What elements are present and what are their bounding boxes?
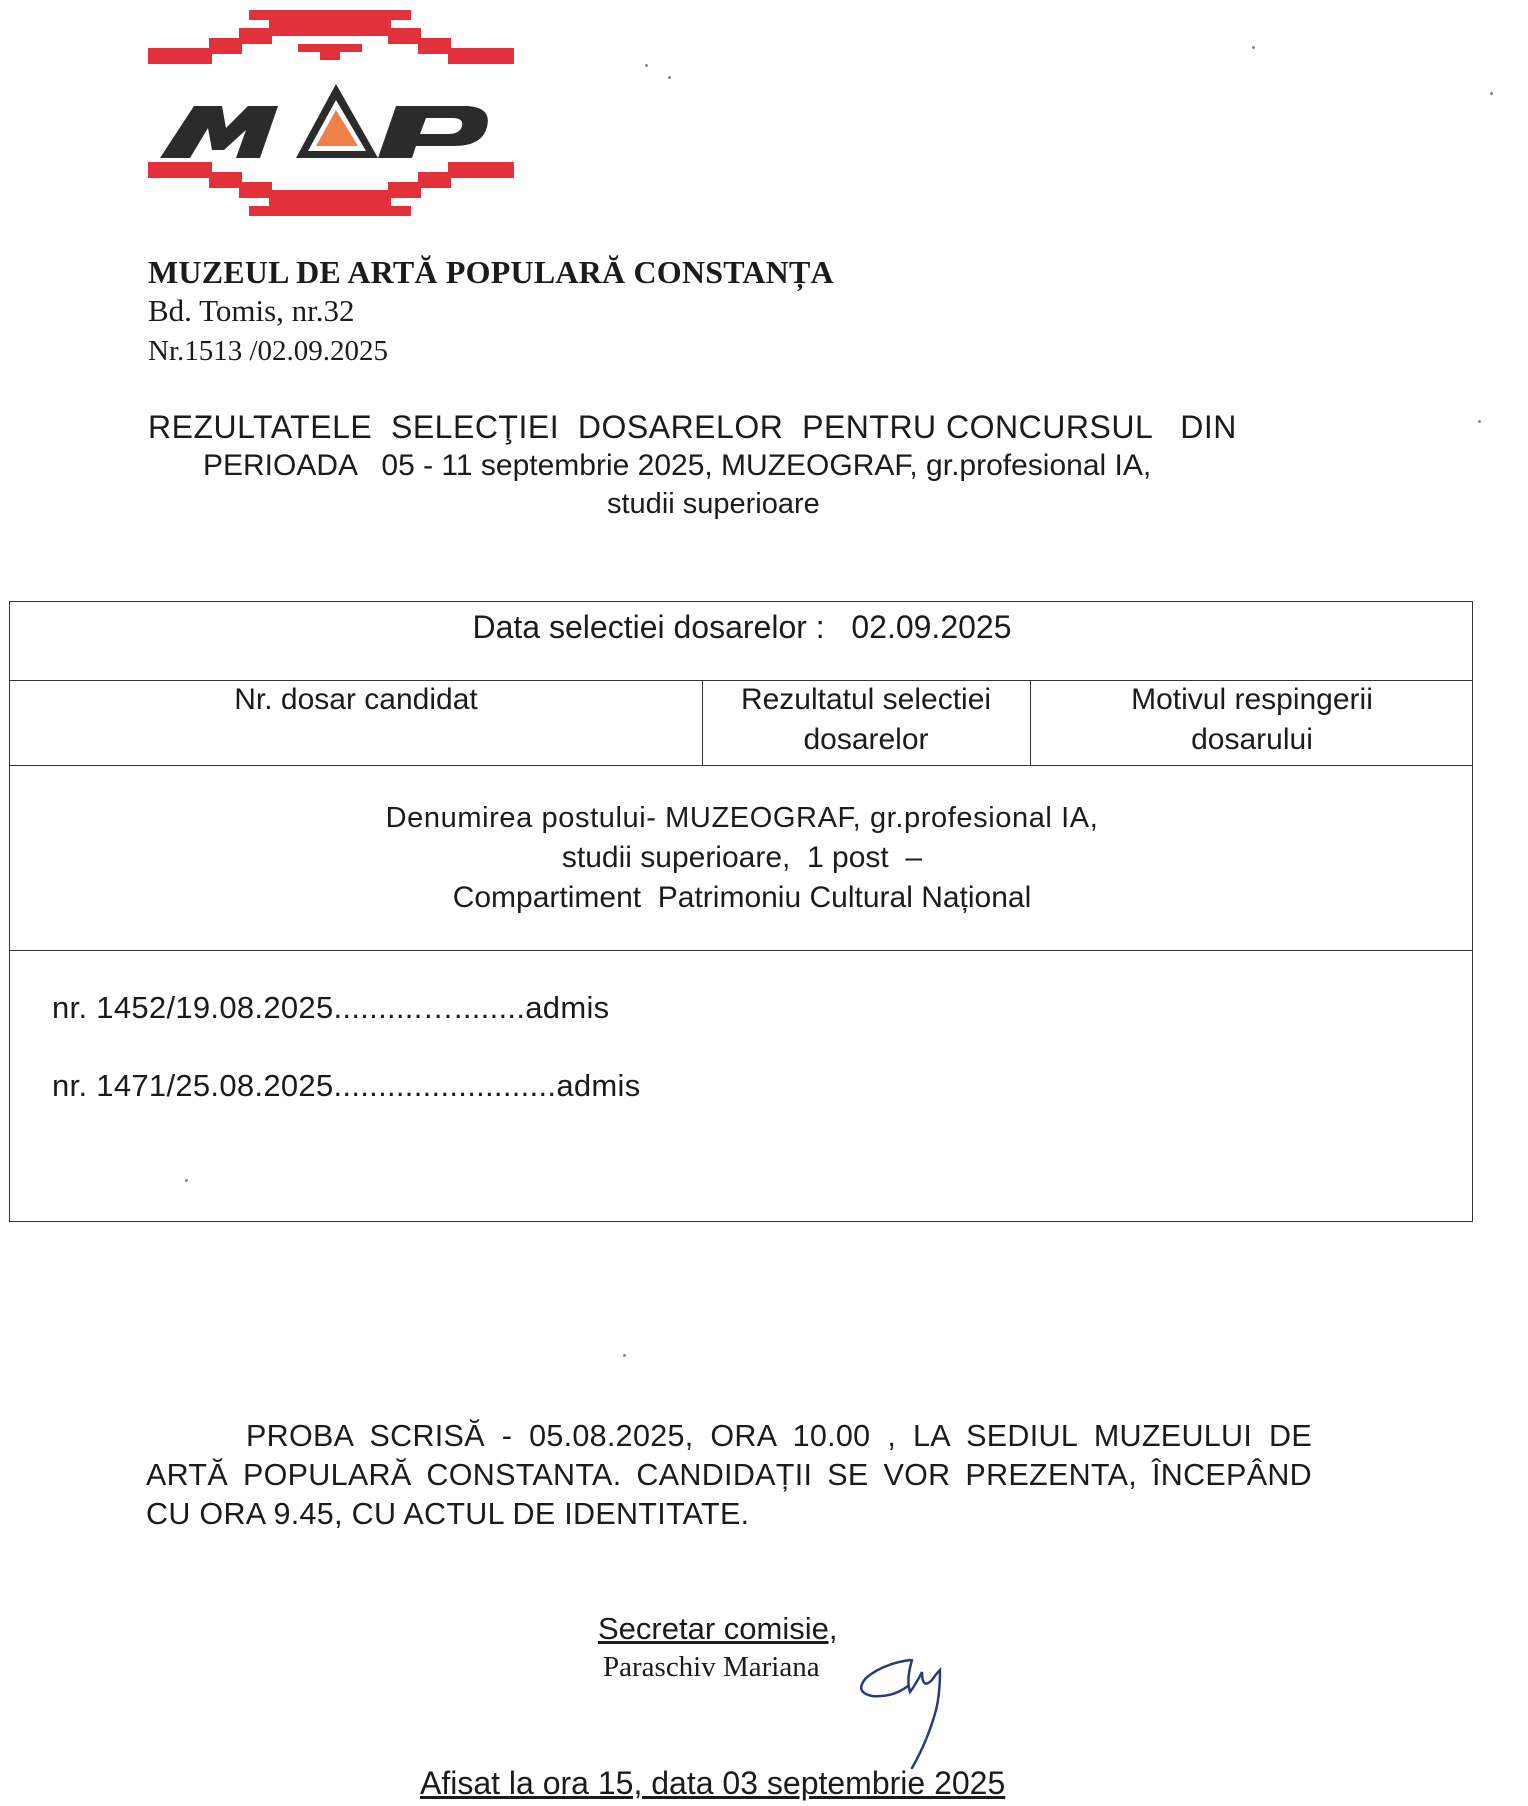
document-title-line-1: REZULTATELE SELECŢIEI DOSARELOR PENTRU CONCURSUL DIN — [148, 409, 1237, 445]
svg-text:MAP: MAP — [148, 8, 151, 9]
handwritten-signature — [852, 1650, 982, 1772]
secretary-name: Paraschiv Mariana — [603, 1651, 820, 1683]
header-rejection-reason-line-2: dosarului — [1191, 723, 1313, 756]
table-divider — [10, 765, 1472, 766]
header-rejection-reason — [1030, 680, 1474, 760]
scan-speck — [645, 64, 648, 67]
document-title-line-2: PERIOADA 05 - 11 septembrie 2025, MUZEOGRAF, gr.profesional IA, — [203, 449, 1152, 482]
post-description-line-3: Compartiment Patrimoniu Cultural Național — [452, 881, 1032, 914]
header-selection-result-line-2: dosarelor — [803, 723, 929, 756]
candidate-row: nr. 1471/25.08.2025.........................admis — [52, 1068, 641, 1103]
written-exam-text: PROBA SCRISĂ - 05.08.2025, ORA 10.00 , LA SEDIUL MUZEULUI DE ARTĂ POPULARĂ CONSTANTA. CANDIDAȚII SE VOR PREZENTA, ÎNCEPÂND CU ORA 9.45, CU ACTUL DE IDENTITATE. — [146, 1419, 1312, 1531]
header-selection-result-line-1: Rezultatul selectiei — [740, 683, 992, 716]
table-divider — [10, 950, 1472, 951]
scan-speck — [1252, 46, 1255, 49]
scan-speck — [185, 1179, 188, 1182]
posted-notice: Afisat la ora 15, data 03 septembrie 2025 — [420, 1765, 1006, 1801]
selection-date: Data selectiei dosarelor : 02.09.2025 — [472, 609, 1012, 645]
results-table — [9, 601, 1473, 1222]
post-description — [10, 798, 1474, 918]
registration-number: Nr.1513 /02.09.2025 — [148, 335, 389, 367]
document-title-line-3: studii superioare — [607, 488, 820, 520]
scan-speck — [623, 1354, 626, 1357]
written-exam-notice — [146, 1417, 1312, 1534]
museum-address: Bd. Tomis, nr.32 — [148, 293, 355, 328]
post-description-line-1: Denumirea postului- MUZEOGRAF, gr.profesional IA, — [385, 802, 1099, 834]
header-selection-result — [702, 680, 1030, 760]
post-description-line-2: studii superioare, 1 post – — [561, 841, 923, 874]
candidate-row: nr. 1452/19.08.2025..........…........admis — [52, 990, 610, 1025]
secretary-title: Secretar comisie, — [598, 1611, 838, 1646]
scan-speck — [668, 76, 671, 79]
header-rejection-reason-line-1: Motivul respingerii — [1131, 683, 1373, 716]
header-candidate-file: Nr. dosar candidat — [234, 683, 478, 716]
scan-speck — [1490, 92, 1493, 95]
museum-name: MUZEUL DE ARTĂ POPULARĂ CONSTANȚA — [148, 254, 834, 290]
museum-logo — [148, 8, 514, 218]
scan-speck — [1478, 420, 1481, 423]
